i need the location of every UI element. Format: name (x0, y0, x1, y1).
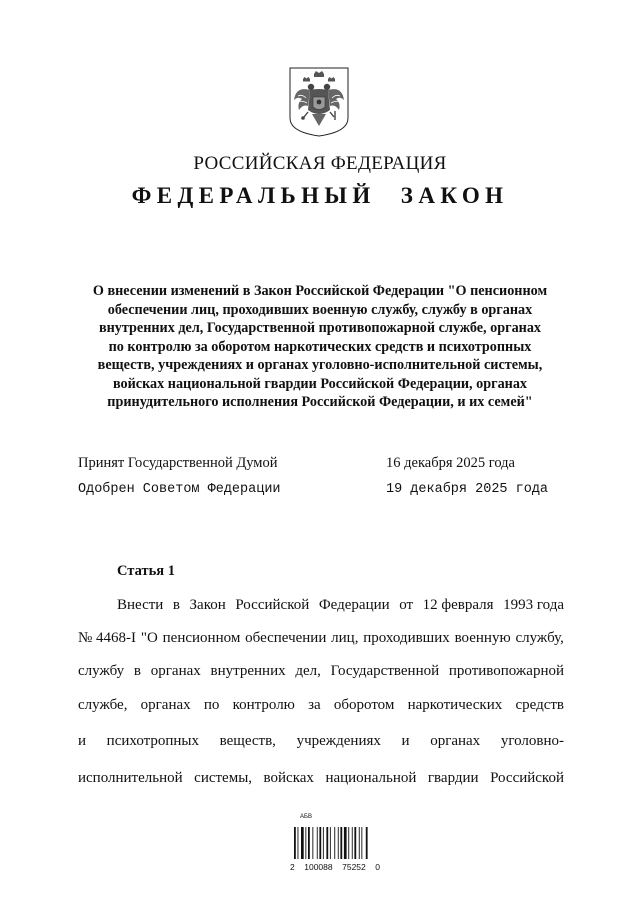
article-word: и (78, 733, 87, 749)
article-word: войсках (263, 770, 314, 786)
barcode-bar (305, 827, 306, 859)
duma-adoption-label: Принят Государственной Думой (78, 455, 278, 471)
barcode-bar (354, 827, 356, 859)
article-word: в (133, 663, 142, 679)
article-word: Федерации (318, 597, 390, 613)
barcode-digit-group: 75252 (342, 862, 366, 872)
barcode-bar (334, 827, 335, 859)
article-text-line (78, 733, 564, 750)
barcode-bar (298, 827, 299, 859)
article-word: веществ, (219, 733, 276, 749)
article-word: 12 февраля (422, 597, 494, 613)
council-approval-label: Одобрен Советом Федерации (78, 482, 281, 497)
article-text-line (78, 630, 564, 647)
barcode-bar (317, 827, 318, 859)
barcode-bar (340, 827, 342, 859)
barcode-bar (366, 827, 368, 859)
article-word: и (401, 733, 410, 749)
article-word: исполнительной (78, 770, 183, 786)
article-word: Российской (490, 770, 564, 786)
article-word: контролю (232, 697, 295, 713)
article-word: за (308, 697, 321, 713)
barcode-bar (301, 827, 304, 859)
barcode-digit-group: 2 (290, 862, 295, 872)
article-text-line (117, 597, 564, 614)
article-word: от (399, 597, 414, 613)
article-word: военную (454, 630, 511, 646)
barcode-digit-group: 0 (375, 862, 380, 872)
article-word: учреждениях (296, 733, 381, 749)
document-type-title: ФЕДЕРАЛЬНЫЙ ЗАКОН (131, 183, 509, 208)
russian-coat-of-arms-icon (288, 66, 350, 138)
article-word: по (203, 697, 220, 713)
article-word: гвардии (427, 770, 479, 786)
article-word: обеспечении (245, 630, 327, 646)
article-word: службу (78, 663, 125, 679)
article-word: средств (515, 697, 564, 713)
article-word: дел, (295, 663, 321, 679)
article-word: службу, (515, 630, 564, 646)
article-word: Государственной (330, 663, 440, 679)
barcode-bar (348, 827, 349, 859)
barcode-mark: АБВ (300, 814, 312, 820)
article-word: психотропных (106, 733, 199, 749)
article-word: Закон (189, 597, 226, 613)
heading-line: обеспечении лиц, проходивших военную службу, службу в органах (107, 301, 533, 318)
barcode-number (290, 862, 380, 872)
article-word: в (172, 597, 180, 613)
article-word: Внести (117, 597, 164, 613)
barcode-bar (294, 827, 296, 859)
barcode-bar (326, 827, 328, 859)
article-word: наркотических (407, 697, 503, 713)
article-word: противопожарной (448, 663, 564, 679)
article-word: "О (140, 630, 158, 646)
article-word: оборотом (333, 697, 395, 713)
article-word: 1993 года (503, 597, 564, 613)
article-word: пенсионном (162, 630, 241, 646)
article-title: Статья 1 (117, 563, 175, 579)
barcode-bar (352, 827, 353, 859)
barcode-bar (308, 827, 310, 859)
article-word: проходивших (363, 630, 450, 646)
barcode-bar (323, 827, 324, 859)
barcode (290, 815, 370, 861)
heading-line: веществ, учреждениях и органах уголовно-исполнительной системы, (97, 357, 543, 373)
article-word: Российской (235, 597, 310, 613)
barcode-bar (361, 827, 362, 859)
article-word: системы, (194, 770, 253, 786)
heading-line: войсках национальной гвардии Российской Федерации, органах (112, 375, 528, 392)
heading-line: внутренних дел, Государственной противопожарной службе, органах (98, 320, 542, 336)
barcode-bar (338, 827, 339, 859)
council-approval-date: 19 декабря 2025 года (386, 482, 549, 497)
barcode-digit-group: 100088 (304, 862, 333, 872)
article-word: службе, (78, 697, 128, 713)
country-name: РОССИЙСКАЯ ФЕДЕРАЦИЯ (193, 153, 447, 174)
heading-line: принудительного исполнения Российской Федерации, и их семей" (107, 394, 533, 410)
barcode-bar (359, 827, 360, 859)
barcode-bar (319, 827, 321, 859)
article-word: органах (430, 733, 481, 749)
heading-line: О внесении изменений в Закон Российской Федерации "О пенсионном (92, 283, 548, 299)
article-text-line (78, 663, 564, 680)
barcode-bar (330, 827, 331, 859)
article-word: № 4468-I (78, 630, 137, 646)
article-text-line (78, 770, 564, 787)
barcode-bar (344, 827, 347, 859)
heading-line: по контролю за оборотом наркотических средств и психотропных (108, 338, 532, 355)
law-heading (70, 282, 570, 412)
article-word: органах (150, 663, 201, 679)
article-word: внутренних (210, 663, 286, 679)
article-word: национальной (325, 770, 417, 786)
article-text-line (78, 697, 564, 714)
duma-adoption-date: 16 декабря 2025 года (386, 455, 515, 471)
article-word: лиц, (331, 630, 359, 646)
article-word: органах (140, 697, 191, 713)
article-word: уголовно- (500, 733, 564, 749)
barcode-bar (312, 827, 313, 859)
